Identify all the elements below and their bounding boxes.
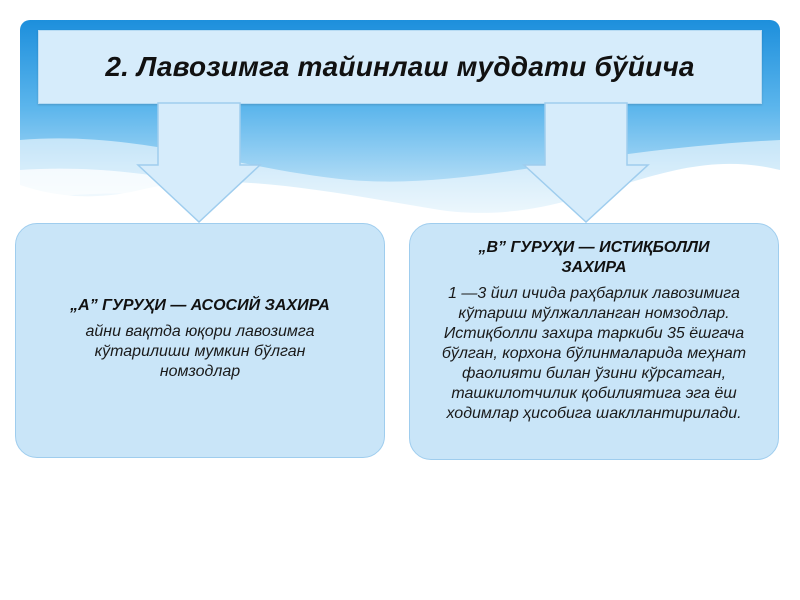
card-b-heading: „В” ГУРУҲИ — ИСТИҚБОЛЛИ ЗАХИРА [478, 239, 710, 276]
card-a-heading: „А” ГУРУҲИ — АСОСИЙ ЗАХИРА [70, 297, 330, 314]
arrow-left [138, 103, 260, 222]
arrow-right [524, 103, 648, 222]
card-group-a [15, 223, 385, 458]
card-b-body: 1 —3 йил ичида раҳбарлик лавозимига кўтариш мўлжалланган номзодлар. Истиқболли захира таркиби 35 ёшгача бўлган, корхона бўлинмаларида меҳнат фаолияти билан ўзини кўрсатган, ташкилотчилик қобилиятига эга ёш ходимлар ҳисобига шакллантирилади. [441, 285, 747, 422]
card-a-body: айни вақтда юқори лавозимга кўтарилиши мумкин бўлган номзодлар [85, 323, 315, 380]
card-group-b [409, 223, 779, 460]
page-title: 2. Лавозимга тайинлаш муддати бўйича [105, 51, 695, 82]
